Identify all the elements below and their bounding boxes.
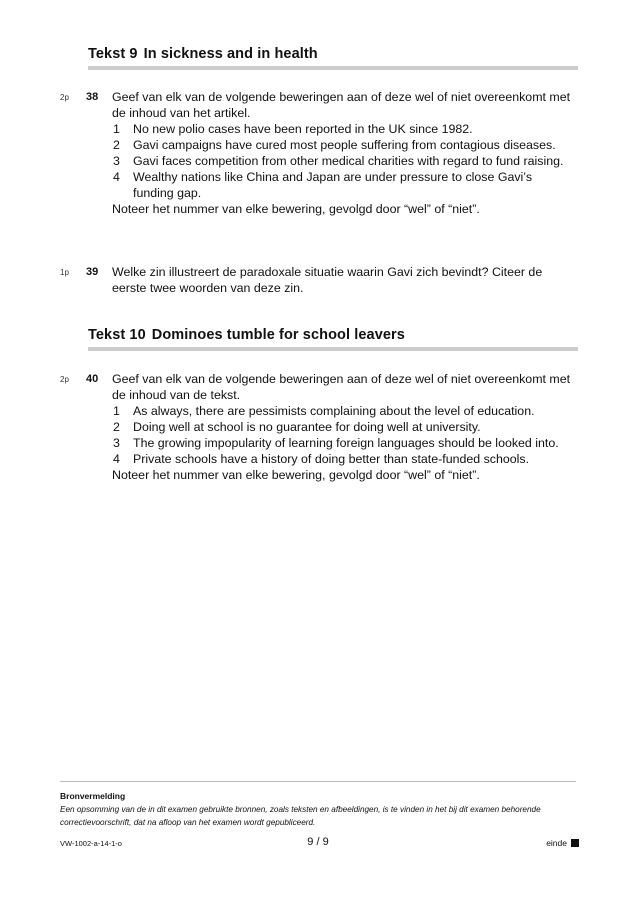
section-divider (88, 66, 578, 70)
section-label: Tekst 9 (88, 46, 138, 62)
question-intro: Geef van elk van de volgende beweringen aan of deze wel of niet overeenkomt met de inhoud van het artikel. (112, 90, 571, 120)
question-number: 38 (86, 91, 99, 103)
source-title: Bronvermelding (60, 791, 126, 801)
question-body (112, 371, 572, 483)
question-instruction: Noteer het nummer van elke bewering, gevolgd door “wel” of “niet”. (112, 202, 480, 216)
footer-divider (60, 781, 576, 782)
section-title-tekst-10 (88, 327, 405, 343)
end-label: einde (546, 838, 567, 848)
statement-text: As always, there are pessimists complaining about the level of education. (133, 404, 535, 418)
statement-text: Private schools have a history of doing better than state-funded schools. (133, 452, 530, 466)
statement-number: 4 (113, 452, 120, 466)
statement-item (112, 435, 572, 451)
question-instruction: Noteer het nummer van elke bewering, gevolgd door “wel” of “niet”. (112, 468, 480, 482)
statement-number: 2 (113, 420, 120, 434)
section-heading: Dominoes tumble for school leavers (151, 327, 405, 343)
question-body (112, 264, 572, 296)
question-number: 39 (86, 266, 99, 278)
statement-number: 3 (113, 154, 120, 168)
statement-list (112, 121, 572, 201)
section-title-tekst-9 (88, 46, 318, 62)
question-points: 2p (60, 93, 69, 102)
statement-item (112, 451, 572, 467)
page-number: 9 / 9 (307, 836, 329, 848)
statement-number: 4 (113, 170, 120, 184)
question-intro: Welke zin illustreert de paradoxale situatie waarin Gavi zich bevindt? Citeer de eerste twee woorden van deze zin. (112, 265, 543, 295)
statement-number: 2 (113, 138, 120, 152)
statement-text: Gavi faces competition from other medical charities with regard to fund raising. (133, 154, 564, 168)
statement-text: No new polio cases have been reported in the UK since 1982. (133, 122, 473, 136)
statement-number: 3 (113, 436, 120, 450)
statement-text: Doing well at school is no guarantee for doing well at university. (133, 420, 481, 434)
statement-text: The growing impopularity of learning foreign languages should be looked into. (133, 436, 559, 450)
statement-item (112, 121, 572, 137)
question-points: 2p (60, 375, 69, 384)
end-marker (546, 838, 579, 848)
statement-item (112, 419, 572, 435)
statement-text: Gavi campaigns have cured most people suffering from contagious diseases. (133, 138, 556, 152)
statement-item (112, 403, 572, 419)
source-text: Een opsomming van de in dit examen gebruikte bronnen, zoals teksten en afbeeldingen, is te vinden in het bij dit examen behorende correctievoorschrift, dat na afloop van het examen wordt gepubliceerd. (60, 805, 541, 827)
statement-item (112, 169, 572, 201)
section-heading: In sickness and in health (143, 46, 318, 62)
section-label: Tekst 10 (88, 327, 146, 343)
statement-number: 1 (113, 122, 120, 136)
statement-list (112, 403, 572, 467)
section-divider (88, 347, 578, 351)
statement-item (112, 137, 572, 153)
exam-code: VW-1002-a-14-1-o (60, 839, 122, 848)
statement-text: Wealthy nations like China and Japan are under pressure to close Gavi’s funding gap. (133, 170, 533, 200)
question-number: 40 (86, 373, 99, 385)
statement-number: 1 (113, 404, 120, 418)
statement-item (112, 153, 572, 169)
square-icon (571, 839, 579, 847)
question-intro: Geef van elk van de volgende beweringen aan of deze wel of niet overeenkomt met de inhoud van de tekst. (112, 372, 571, 402)
question-points: 1p (60, 268, 69, 277)
question-body (112, 89, 572, 217)
